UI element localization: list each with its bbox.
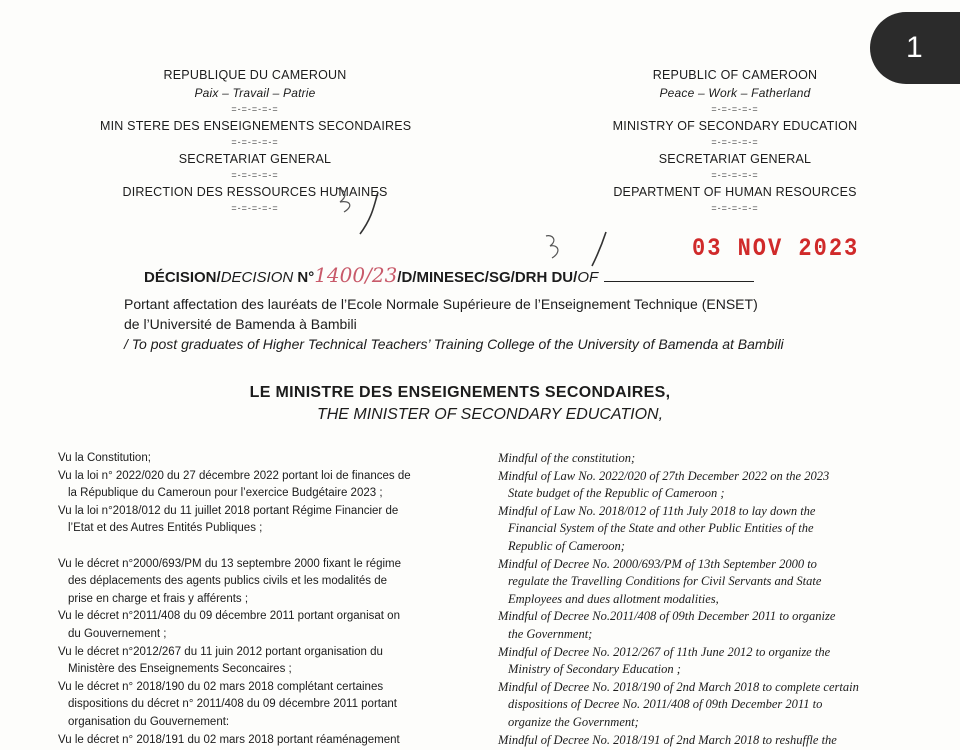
motto-en: Peace – Work – Fatherland bbox=[659, 86, 811, 100]
decision-subject bbox=[124, 294, 784, 354]
decision-no-label: N° bbox=[293, 269, 315, 286]
ministry-en: MINISTRY OF SECONDARY EDUCATION bbox=[612, 119, 858, 133]
separator: =-=-=-=-= bbox=[711, 104, 759, 114]
french-visas-column bbox=[58, 450, 476, 749]
separator: =-=-=-=-= bbox=[231, 203, 279, 213]
visa-item: Vu le décret n° 2018/191 du 02 mars 2018 portant réaménagement bbox=[58, 733, 400, 746]
visa-item: Vu le décret n°2000/693/PM du 13 septembre 2000 fixant le régime des déplacements des agents publics civils et les modalités de prise en charge et frais y afférents ; bbox=[58, 557, 401, 605]
english-visas-column bbox=[498, 450, 916, 749]
visa-item: Mindful of Decree No. 2000/693/PM of 13th September 2000 to regulate the Travelling Conditions for Civil Servants and State Employees and dues allotment modalities, bbox=[498, 556, 822, 606]
separator: =-=-=-=-= bbox=[711, 203, 759, 213]
decision-label-en: DECISION bbox=[220, 269, 294, 286]
secretariat-en: SECRETARIAT GENERAL bbox=[658, 152, 812, 166]
ministry-fr: MIN STERE DES ENSEIGNEMENTS SECONDAIRES bbox=[100, 119, 412, 133]
decision-of-label: OF bbox=[577, 269, 599, 286]
country-name-fr: REPUBLIQUE DU CAMEROUN bbox=[163, 68, 347, 82]
decision-reference bbox=[144, 263, 754, 287]
visa-item: Vu le décret n°2012/267 du 11 juin 2012 portant organisation du Ministère des Enseignements Seconcaires ; bbox=[58, 645, 383, 676]
visa-item: Vu le décret n°2011/408 du 09 décembre 2011 portant organisat on du Gouvernement ; bbox=[58, 610, 400, 640]
page-number-badge: 1 bbox=[870, 12, 960, 84]
header-right bbox=[580, 66, 890, 216]
subject-fr-line: de l’Université de Bamenda à Bambili bbox=[124, 316, 357, 332]
minister-heading bbox=[0, 382, 920, 426]
secretariat-fr: SECRETARIAT GENERAL bbox=[178, 152, 332, 166]
visa-item: Mindful of Decree No. 2012/267 of 11th June 2012 to organize the Ministry of Secondary Education ; bbox=[498, 644, 831, 677]
visa-item: Mindful of Law No. 2022/020 of 27th December 2022 on the 2023 State budget of the Republic of Cameroon ; bbox=[498, 468, 830, 501]
directorate-en: DEPARTMENT OF HUMAN RESOURCES bbox=[613, 185, 857, 199]
visa-item: Mindful of Decree No.2011/408 of 09th December 2011 to organize the Government; bbox=[498, 609, 836, 641]
country-name-en: REPUBLIC OF CAMEROON bbox=[652, 68, 818, 82]
date-stamp: 03 NOV 2023 bbox=[692, 234, 860, 263]
decision-ref-code: /D/MINESEC/SG/DRH DU/ bbox=[397, 269, 578, 286]
separator: =-=-=-=-= bbox=[231, 170, 279, 180]
visa-item: Mindful of the constitution; bbox=[498, 451, 636, 465]
minister-title-en: THE MINISTER OF SECONDARY EDUCATION, bbox=[316, 406, 664, 423]
minister-title-fr: LE MINISTRE DES ENSEIGNEMENTS SECONDAIRES, bbox=[249, 384, 671, 401]
handwritten-decision-number: 1400/23 bbox=[314, 263, 398, 287]
visa-item: Mindful of Decree No. 2018/191 of 2nd March 2018 to reshuffle the bbox=[498, 732, 837, 747]
initials-signature-icon bbox=[330, 186, 390, 236]
visa-item: Mindful of Decree No. 2018/190 of 2nd March 2018 to complete certain dispositions of Decree No. 2011/408 of 09th December 2011 to organize the Government; bbox=[498, 679, 859, 729]
decision-label-fr: DÉCISION/ bbox=[144, 269, 221, 286]
subject-fr-line: Portant affectation des lauréats de l’Ecole Normale Supérieure de l’Enseignement Technique (ENSET) bbox=[124, 296, 758, 312]
visa-item: Mindful of Law No. 2018/012 of 11th July 2018 to lay down the Financial System of the State and other Public Entities of the Republic of Cameroon; bbox=[498, 503, 816, 553]
separator: =-=-=-=-= bbox=[711, 170, 759, 180]
date-blank-line bbox=[604, 281, 754, 282]
visa-item: Vu la loi n°2018/012 du 11 juillet 2018 portant Régime Financier de l’Etat et des Autres Entités Publiques ; bbox=[58, 504, 399, 535]
subject-en-line: / To post graduates of Higher Technical Teachers’ Training College of the University of Bamenda at Bambili bbox=[124, 336, 784, 352]
visa-item: Vu la loi n° 2022/020 du 27 décembre 2022 portant loi de finances de la République du Cameroun pour l’exercice Budgétaire 2023 ; bbox=[58, 469, 411, 500]
visa-item: Vu la Constitution; bbox=[58, 452, 151, 464]
separator: =-=-=-=-= bbox=[231, 137, 279, 147]
directorate-fr: DIRECTION DES RESSOURCES HUMAINES bbox=[122, 185, 388, 199]
motto-fr: Paix – Travail – Patrie bbox=[194, 86, 316, 100]
separator: =-=-=-=-= bbox=[231, 104, 279, 114]
visa-item: Vu le décret n° 2018/190 du 02 mars 2018 complétant certaines dispositions du décret n° 2011/408 du 09 décembre 2011 portant organisation du Gouvernement: bbox=[58, 680, 397, 728]
separator: =-=-=-=-= bbox=[711, 137, 759, 147]
